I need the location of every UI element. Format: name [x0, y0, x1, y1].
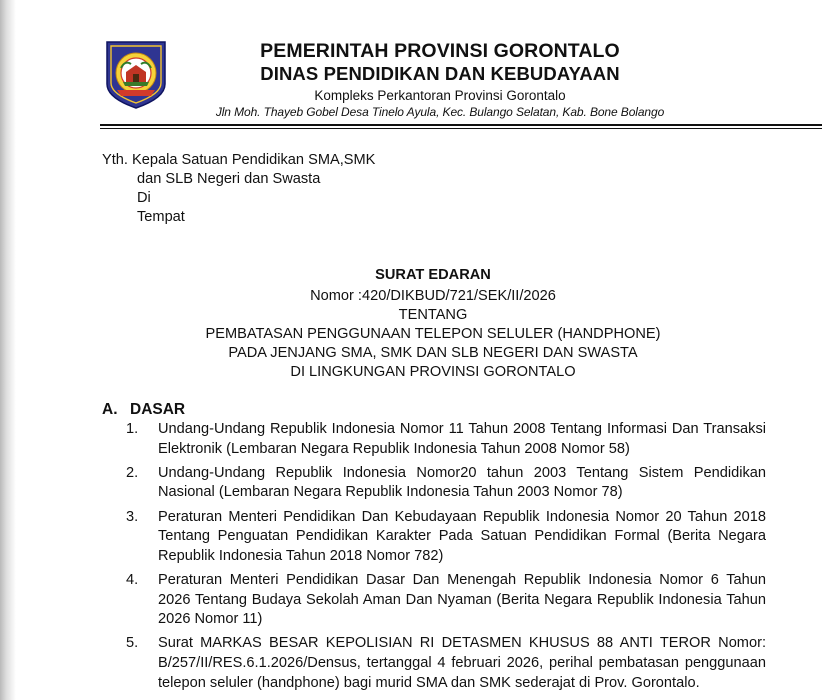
letterhead-rule-thin — [100, 128, 822, 129]
recipient-line-3: Di — [137, 190, 151, 206]
page-edge-shadow — [0, 0, 16, 700]
subject-line-1: PEMBATASAN PENGGUNAAN TELEPON SELULER (HANDPHONE) — [205, 326, 661, 342]
office-address: Jln Moh. Thayeb Gobel Desa Tinelo Ayula, Kec. Bulango Selatan, Kab. Bone Bolango — [215, 105, 665, 119]
list-item — [126, 571, 766, 630]
list-item-text: Peraturan Menteri Pendidikan Dan Kebudayaan Republik Indonesia Nomor 20 Tahun 2018 Tentang Penguatan Pendidikan Karakter Pada Satuan Pendidikan Formal (Berita Negara Republik Indonesia Tahun 2018 Nomor 782) — [158, 508, 766, 564]
government-name: PEMERINTAH PROVINSI GORONTALO — [260, 40, 620, 62]
list-item-text: Undang-Undang Republik Indonesia Nomor20 tahun 2003 Tentang Sistem Pendidikan Nasional (Lembaran Negara Republik Indonesia Tahun 2003 Nomor 78) — [158, 464, 766, 501]
office-complex: Kompleks Perkantoran Provinsi Gorontalo — [314, 88, 566, 103]
list-item-text: Undang-Undang Republik Indonesia Nomor 11 Tahun 2008 Tentang Informasi Dan Transaksi Elektronik (Lembaran Negara Republik Indonesia Tahun 2008 Nomor 58) — [158, 421, 766, 457]
letter-number: Nomor :420/DIKBUD/721/SEK/II/2026 — [310, 288, 556, 304]
recipient-line-4: Tempat — [137, 209, 185, 225]
dasar-list — [126, 420, 766, 698]
letter-title: SURAT EDARAN — [375, 267, 491, 283]
subject-line-3: DI LINGKUNGAN PROVINSI GORONTALO — [290, 364, 576, 380]
recipient-line-2: dan SLB Negeri dan Swasta — [137, 171, 321, 187]
section-a-heading — [102, 401, 185, 419]
list-item-number: 1. — [126, 421, 139, 437]
recipient-line-1: Yth. Kepala Satuan Pendidikan SMA,SMK — [102, 152, 376, 168]
tentang-label: TENTANG — [398, 307, 468, 323]
subject-line-2: PADA JENJANG SMA, SMK DAN SLB NEGERI DAN SWASTA — [228, 345, 638, 361]
list-item-number: 2. — [126, 464, 139, 481]
list-item-number: 5. — [126, 635, 139, 652]
section-a-title: DASAR — [130, 401, 186, 418]
letterhead-rule-thick — [100, 124, 822, 126]
list-item — [126, 634, 766, 693]
list-item — [126, 464, 766, 503]
letterhead — [180, 40, 700, 120]
section-a-marker: A. — [102, 401, 118, 418]
department-name: DINAS PENDIDIKAN DAN KEBUDAYAAN — [260, 63, 620, 84]
list-item-text: Peraturan Menteri Pendidikan Dasar Dan Menengah Republik Indonesia Nomor 6 Tahun 2026 Tentang Budaya Sekolah Aman Dan Nyaman (Berita Negara Republik Indonesia Tahun 2026 Nomor 11) — [158, 571, 766, 628]
list-item-number: 4. — [126, 571, 139, 588]
list-item — [126, 508, 766, 567]
list-item-text: Surat MARKAS BESAR KEPOLISIAN RI DETASMEN KHUSUS 88 ANTI TEROR Nomor: B/257/II/RES.6.1.2026/Densus, tertanggal 4 februari 2026, perihal pembatasan penggunaan telepon seluler (handphone) bagi murid SMA dan SMK sederajat di Prov. Gorontalo. — [158, 635, 766, 691]
list-item-number: 3. — [126, 508, 139, 525]
list-item — [126, 420, 766, 459]
gorontalo-emblem-logo — [101, 38, 171, 110]
